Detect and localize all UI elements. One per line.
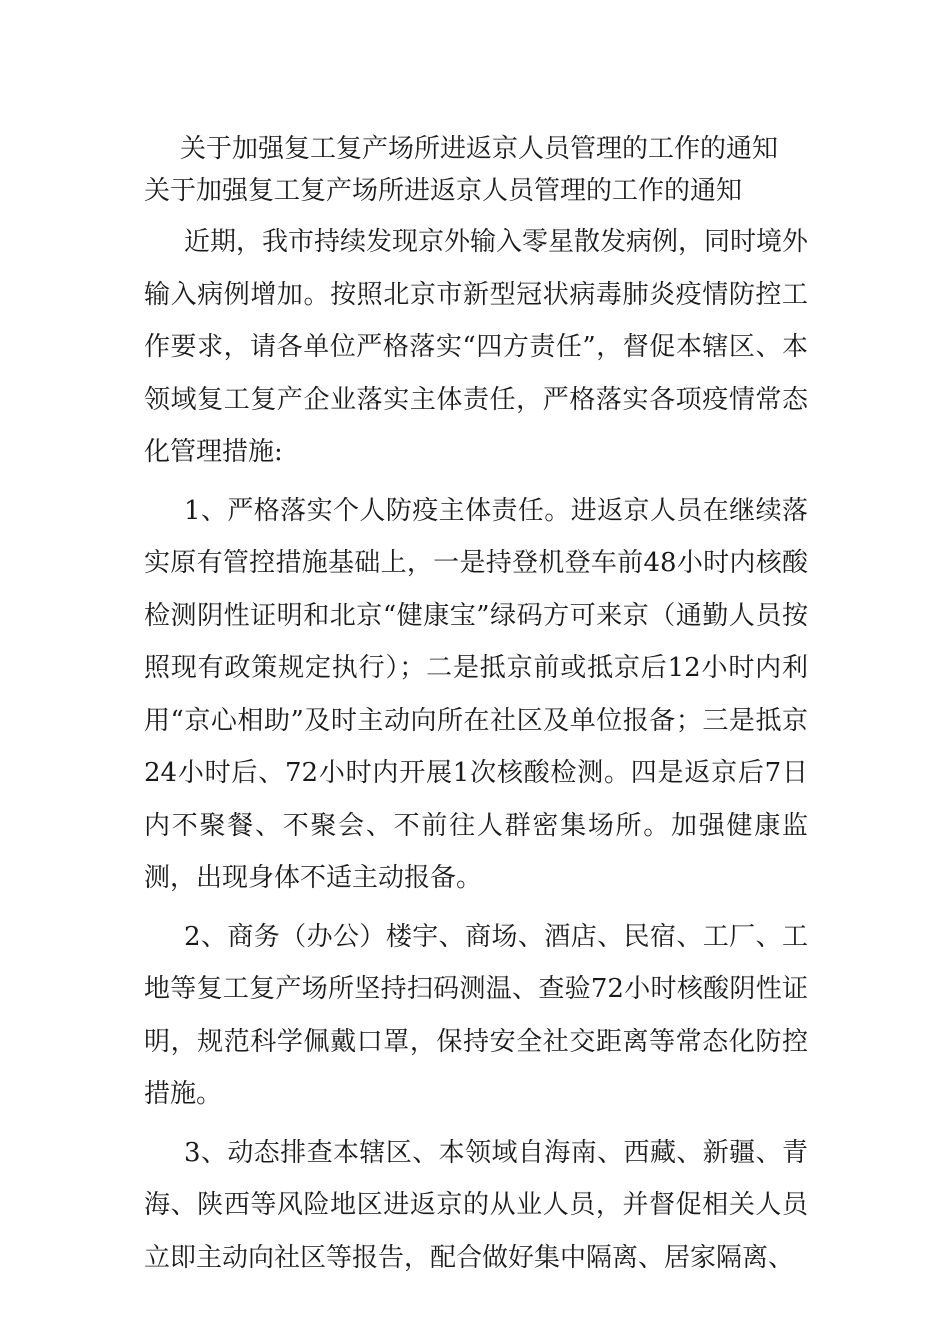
item-1-paragraph: 1、严格落实个人防疫主体责任。进返京人员在继续落实原有管控措施基础上，一是持登机登车前48小时内核酸检测阴性证明和北京“健康宝”绿码方可来京（通勤人员按照现有政策规定执行）；二是抵京前或抵京后12小时内利用“京心相助”及时主动向所在社区及单位报备；三是抵京24小时后、72小时内开展1次核酸检测。四是返京后7日内不聚餐、不聚会、不前往人群密集场所。加强健康监测，出现身体不适主动报备。 xyxy=(144,495,808,893)
document-body xyxy=(144,128,808,1284)
item-2-paragraph: 2、商务（办公）楼宇、商场、酒店、民宿、工厂、工地等复工复产场所坚持扫码测温、查验72小时核酸阴性证明，规范科学佩戴口罩，保持安全社交距离等常态化防控措施。 xyxy=(144,921,808,1109)
document-title: 关于加强复工复产场所进返京人员管理的工作的通知 xyxy=(180,134,779,164)
item-3-paragraph: 3、动态排查本辖区、本领域自海南、西藏、新疆、青海、陕西等风险地区进返京的从业人员，并督促相关人员立即主动向社区等报告，配合做好集中隔离、居家隔离、 xyxy=(144,1137,808,1273)
intro-paragraph: 近期，我市持续发现京外输入零星散发病例，同时境外输入病例增加。按照北京市新型冠状病毒肺炎疫情防控工作要求，请各单位严格落实“四方责任”，督促本辖区、本领域复工复产企业落实主体责任，严格落实各项疫情常态化管理措施: xyxy=(144,227,809,467)
document-title-repeat: 关于加强复工复产场所进返京人员管理的工作的通知 xyxy=(144,176,743,206)
